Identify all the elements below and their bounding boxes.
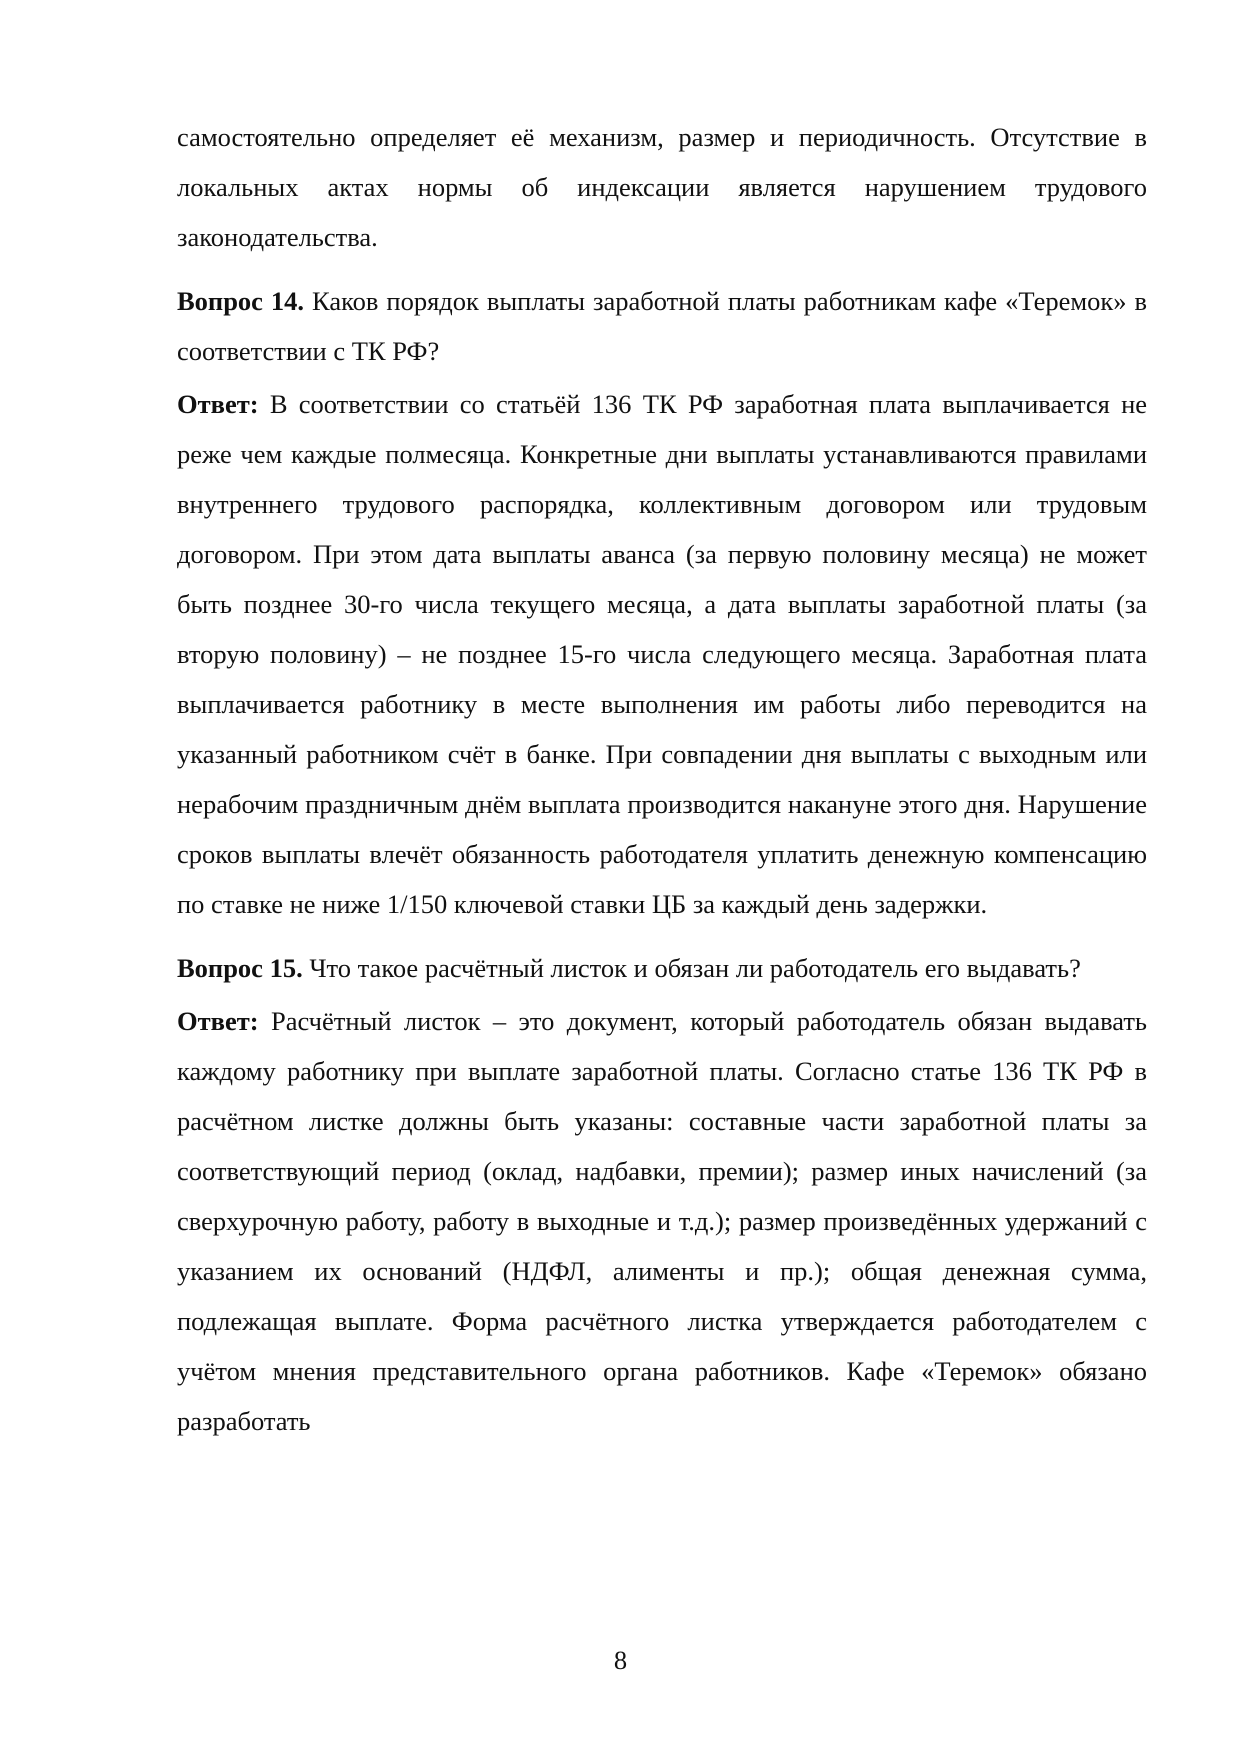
- question-14-paragraph: [177, 276, 1147, 376]
- page-body: [177, 112, 1147, 1446]
- question-14-text: Каков порядок выплаты заработной платы работникам кафе «Теремок» в соответствии с ТК РФ?: [177, 286, 1147, 366]
- answer-15-paragraph: [177, 996, 1147, 1446]
- question-15-paragraph: [177, 943, 1147, 993]
- answer-15-text: Расчётный листок – это документ, который работодатель обязан выдавать каждому работнику при выплате заработной платы. Согласно статье 136 ТК РФ в расчётном листке должны быть указаны: составные части заработной платы за соответствующий период (оклад, надбавки, премии); размер иных начислений (за сверхурочную работу, работу в выходные и т.д.); размер произведённых удержаний с указанием их оснований (НДФЛ, алименты и пр.); общая денежная сумма, подлежащая выплате. Форма расчётного листка утверждается работодателем с учётом мнения представительного органа работников. Кафе «Теремок» обязано разработать: [177, 1006, 1148, 1436]
- question-15-label: Вопрос 15.: [177, 953, 303, 983]
- question-14-label: Вопрос 14.: [177, 286, 305, 316]
- answer-14-paragraph: [177, 379, 1147, 929]
- answer-14-label: Ответ:: [177, 389, 259, 419]
- page-number: 8: [613, 1645, 628, 1675]
- answer-15-label: Ответ:: [177, 1006, 259, 1036]
- continuation-paragraph: самостоятельно определяет её механизм, размер и периодичность. Отсутствие в локальных актах нормы об индексации является нарушением трудового законодательства.: [177, 122, 1147, 252]
- answer-14-text: В соответствии со статьёй 136 ТК РФ заработная плата выплачивается не реже чем каждые полмесяца. Конкретные дни выплаты устанавливаются правилами внутреннего трудового распорядка, коллективным договором или трудовым договором. При этом дата выплаты аванса (за первую половину месяца) не может быть позднее 30-го числа текущего месяца, а дата выплаты заработной платы (за вторую половину) – не позднее 15-го числа следующего месяца. Заработная плата выплачивается работнику в месте выполнения им работы либо переводится на указанный работником счёт в банке. При совпадении дня выплаты с выходным или нерабочим праздничным днём выплата производится накануне этого дня. Нарушение сроков выплаты влечёт обязанность работодателя уплатить денежную компенсацию по ставке не ниже 1/150 ключевой ставки ЦБ за каждый день задержки.: [177, 389, 1148, 919]
- question-15-text: Что такое расчётный листок и обязан ли работодатель его выдавать?: [309, 953, 1081, 983]
